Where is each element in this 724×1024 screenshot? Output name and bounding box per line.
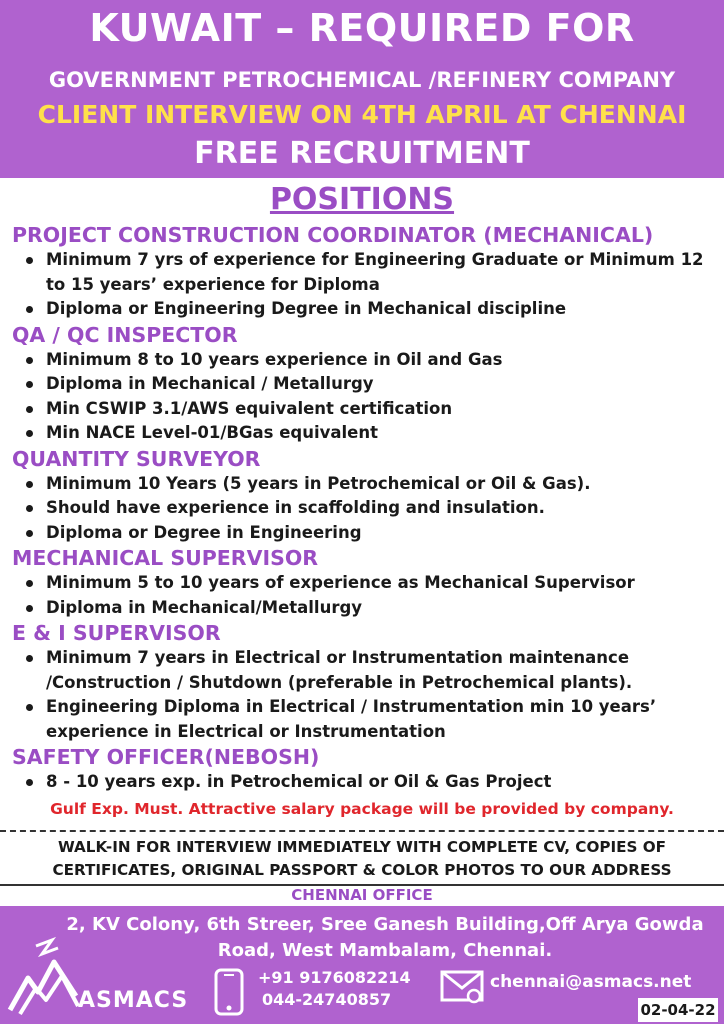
requirement-list: [12, 472, 717, 546]
office-label: CHENNAI OFFICE: [291, 886, 433, 904]
requirement-list: [12, 348, 717, 446]
job-section: [12, 322, 717, 446]
email-link[interactable]: chennai@asmacs.net: [490, 972, 692, 992]
requirement-item: Min NACE Level-01/BGas equivalent: [46, 421, 717, 446]
requirement-item: Minimum 7 years in Electrical or Instrumentation maintenance /Construction / Shutdown (preferable in Petrochemical plants).: [46, 646, 717, 695]
gulf-experience-note: Gulf Exp. Must. Attractive salary package will be provided by company.: [50, 800, 674, 818]
job-title: E & I SUPERVISOR: [12, 621, 221, 645]
footer-band: [0, 906, 724, 1024]
dashed-divider: [0, 830, 724, 832]
job-title: QUANTITY SURVEYOR: [12, 446, 261, 471]
job-section: [12, 620, 717, 744]
requirement-item: Diploma in Mechanical / Metallurgy: [46, 372, 717, 397]
job-title: QA / QC INSPECTOR: [12, 322, 238, 347]
logo-text: ASMACS: [78, 988, 189, 1013]
company-logo: [6, 936, 189, 1024]
requirement-list: [12, 646, 717, 744]
phone-icon: [214, 968, 244, 1020]
phone-number-mobile[interactable]: +91 9176082214: [258, 968, 411, 987]
requirement-item: 8 - 10 years exp. in Petrochemical or Oil & Gas Project: [46, 770, 717, 795]
job-title: MECHANICAL SUPERVISOR: [12, 546, 319, 570]
walkin-notice: WALK-IN FOR INTERVIEW IMMEDIATELY WITH COMPLETE CV, COPIES OF CERTIFICATES, ORIGINAL PASSPORT & COLOR PHOTOS TO OUR ADDRESS: [52, 838, 672, 879]
requirement-item: Minimum 8 to 10 years experience in Oil and Gas: [46, 348, 717, 373]
date-badge: 02-04-22: [638, 998, 718, 1022]
office-address: 2, KV Colony, 6th Streer, Sree Ganesh Building,Off Arya Gowda Road, West Mambalam, Chennai.: [66, 914, 704, 961]
job-title: SAFETY OFFICER(NEBOSH): [12, 745, 320, 769]
header-banner: [0, 0, 724, 178]
page-title: KUWAIT – REQUIRED FOR: [89, 6, 635, 50]
company-subtitle: GOVERNMENT PETROCHEMICAL /REFINERY COMPANY: [48, 68, 676, 92]
requirement-item: Minimum 7 yrs of experience for Engineering Graduate or Minimum 12 to 15 years’ experience for Diploma: [46, 248, 717, 297]
requirement-item: Diploma or Engineering Degree in Mechanical discipline: [46, 297, 717, 322]
requirement-item: Min CSWIP 3.1/AWS equivalent certification: [46, 397, 717, 422]
positions-heading: POSITIONS: [269, 182, 455, 217]
requirement-item: Should have experience in scaffolding and insulation.: [46, 496, 717, 521]
requirement-list: [12, 571, 717, 620]
requirement-item: Diploma or Degree in Engineering: [46, 521, 717, 546]
requirement-item: Minimum 5 to 10 years of experience as Mechanical Supervisor: [46, 571, 717, 596]
job-section: [12, 545, 717, 620]
job-section: [12, 744, 717, 795]
requirement-item: Minimum 10 Years (5 years in Petrochemical or Oil & Gas).: [46, 472, 717, 497]
free-recruitment: FREE RECRUITMENT: [194, 136, 530, 171]
requirement-item: Engineering Diploma in Electrical / Instrumentation min 10 years’ experience in Electrical or Instrumentation: [46, 695, 717, 744]
requirement-list: [12, 770, 717, 795]
job-title: PROJECT CONSTRUCTION COORDINATOR (MECHANICAL): [12, 223, 654, 247]
positions-list: [12, 222, 717, 795]
phone-number-landline[interactable]: 044-24740857: [262, 990, 392, 1009]
requirement-list: [12, 248, 717, 322]
requirement-item: Diploma in Mechanical/Metallurgy: [46, 596, 717, 621]
interview-notice: CLIENT INTERVIEW ON 4TH APRIL AT CHENNAI: [37, 100, 687, 129]
mail-icon: [440, 970, 484, 1008]
job-section: [12, 222, 717, 322]
mountain-logo-icon: [6, 936, 86, 1016]
job-section: [12, 446, 717, 546]
